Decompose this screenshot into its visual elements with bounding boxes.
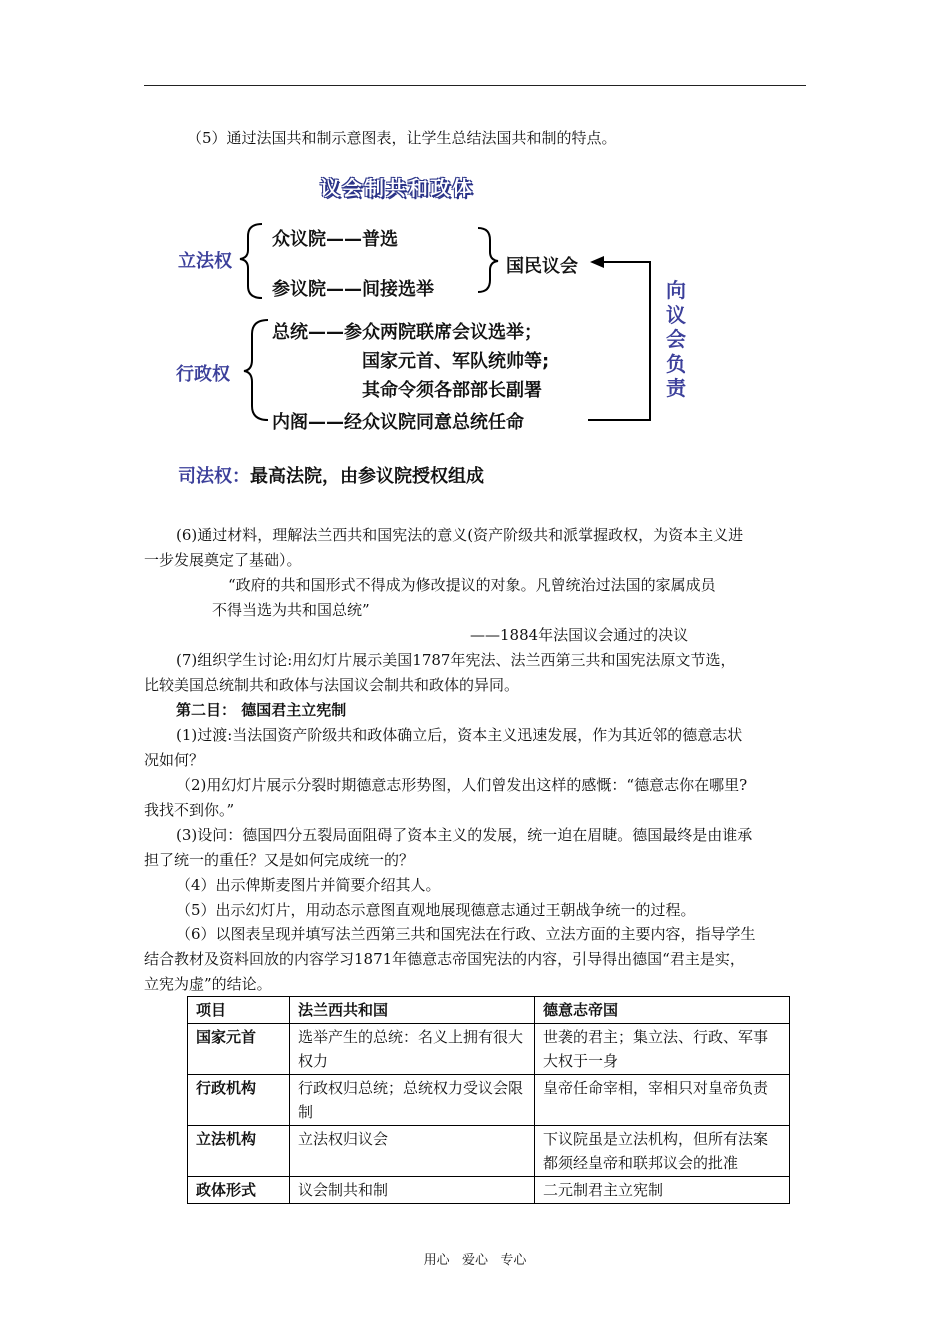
table-row <box>188 1024 790 1075</box>
step6-line1: （6）以图表呈现并填写法兰西第三共和国宪法在行政、立法方面的主要内容，指导学生 <box>176 925 756 943</box>
table-cell-france: 选举产生的总统：名义上拥有很大权力 <box>290 1024 535 1075</box>
table-row <box>188 1075 790 1126</box>
table-header-cell: 项目 <box>188 997 290 1024</box>
step4: （4）出示俾斯麦图片并简要介绍其人。 <box>176 876 441 894</box>
step2-line2: 我找不到你。” <box>144 801 235 819</box>
president-line3: 其命令须各部部长副署 <box>362 380 542 401</box>
table-cell-france: 立法权归议会 <box>290 1126 535 1177</box>
president-line2: 国家元首、军队统帅等; <box>362 351 550 372</box>
responsible-char: 责 <box>666 376 686 400</box>
responsibility-arrow <box>590 256 604 268</box>
paragraph-6-line1: (6)通过材料，理解法兰西共和国宪法的意义(资产阶级共和派掌握政权，为资本主义进 <box>176 526 744 544</box>
table-cell-germany: 世袭的君主；集立法、行政、军事大权于一身 <box>535 1024 790 1075</box>
paragraph-6-line2: 一步发展奠定了基础）。 <box>144 551 302 569</box>
paragraph-7-line1: (7)组织学生讨论:用幻灯片展示美国1787年宪法、法兰西第三共和国宪法原文节选， <box>176 651 736 669</box>
quote-source: ——1884年法国议会通过的决议 <box>470 626 689 644</box>
section-heading: 第二目： 德国君主立宪制 <box>176 701 347 719</box>
legislative-brace <box>240 224 262 298</box>
cabinet-line: 内阁——经众议院同意总统任命 <box>272 412 524 433</box>
responsibility-line <box>588 262 650 420</box>
table-cell-germany: 二元制君主立宪制 <box>535 1177 790 1204</box>
table-cell-france: 议会制共和制 <box>290 1177 535 1204</box>
judicial-label: 司法权： <box>178 466 250 487</box>
table-cell-germany: 下议院虽是立法机构，但所有法案都须经皇帝和联邦议会的批准 <box>535 1126 790 1177</box>
table-cell-france: 行政权归总统；总统权力受议会限制 <box>290 1075 535 1126</box>
responsible-label <box>664 278 688 401</box>
diagram-title: 议会制共和政体 <box>320 176 474 200</box>
step6-line2: 结合教材及资料回放的内容学习1871年德意志帝国宪法的内容，引导得出德国“君主是实， <box>144 950 745 968</box>
responsible-char: 向 <box>666 278 686 302</box>
table-header-cell: 法兰西共和国 <box>290 997 535 1024</box>
comparison-table <box>187 996 790 1204</box>
national-assembly: 国民议会 <box>506 256 578 277</box>
responsible-char: 负 <box>666 351 686 376</box>
judicial-text: 最高法院，由参议院授权组成 <box>250 466 484 487</box>
paragraph-7-line2: 比较美国总统制共和政体与法国议会制共和政体的异同。 <box>144 676 520 694</box>
lower-house: 众议院——普选 <box>272 229 398 250</box>
step6-line3: 立宪为虚”的结论。 <box>144 975 272 993</box>
quote-line1: “政府的共和国形式不得成为修改提议的对象。凡曾统治过法国的家属成员 <box>228 576 716 594</box>
paragraph-5: （5）通过法国共和制示意图表，让学生总结法国共和制的特点。 <box>187 129 617 147</box>
step1-line2: 况如何？ <box>144 751 205 769</box>
table-cell-germany: 皇帝任命宰相，宰相只对皇帝负责 <box>535 1075 790 1126</box>
table-cell-item: 政体形式 <box>188 1177 290 1204</box>
table-cell-item: 国家元首 <box>188 1024 290 1075</box>
table-cell-item: 行政机构 <box>188 1075 290 1126</box>
table-header-row <box>188 997 790 1024</box>
upper-house: 参议院——间接选举 <box>272 279 434 300</box>
page-footer: 用心 爱心 专心 <box>423 1253 527 1268</box>
responsible-char: 议 <box>666 302 686 327</box>
table-cell-item: 立法机构 <box>188 1126 290 1177</box>
step2-line1: （2)用幻灯片展示分裂时期德意志形势图，人们曾发出这样的感慨：“德意志你在哪里? <box>176 776 748 794</box>
step5: （5）出示幻灯片，用动态示意图直观地展现德意志通过王朝战争统一的过程。 <box>176 901 696 919</box>
table-row <box>188 1177 790 1204</box>
executive-brace <box>244 320 268 420</box>
table-row <box>188 1126 790 1177</box>
step3-line1: (3)设问：德国四分五裂局面阻碍了资本主义的发展，统一迫在眉睫。德国最终是由谁承 <box>176 826 753 844</box>
table-header-cell: 德意志帝国 <box>535 997 790 1024</box>
legislative-label: 立法权 <box>178 251 232 272</box>
responsible-char: 会 <box>666 327 686 351</box>
assembly-brace <box>478 228 498 292</box>
judicial-line <box>178 462 484 488</box>
executive-label: 行政权 <box>176 364 230 385</box>
step1-line1: (1)过渡:当法国资产阶级共和政体确立后，资本主义迅速发展，作为其近邻的德意志状 <box>176 726 743 744</box>
president-line1: 总统——参众两院联席会议选举； <box>272 322 542 343</box>
quote-line2: 不得当选为共和国总统” <box>212 601 370 619</box>
step3-line2: 担了统一的重任？又是如何完成统一的？ <box>144 851 415 869</box>
